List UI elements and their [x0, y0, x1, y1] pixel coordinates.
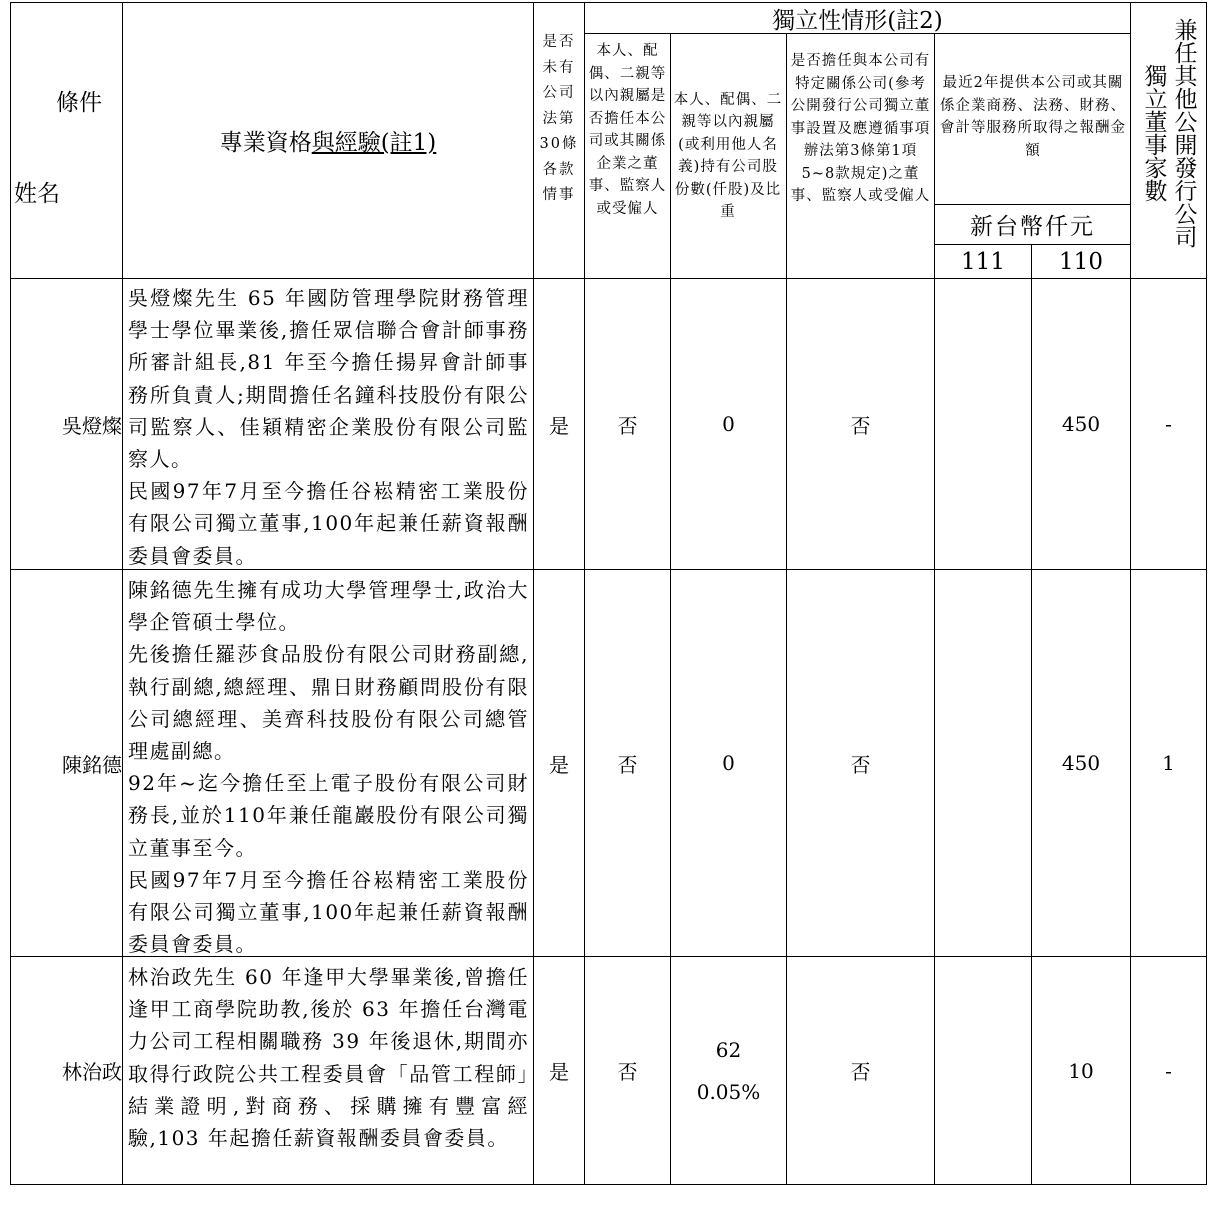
row-3-other-directorships: - [1165, 1058, 1172, 1083]
row-1-other-directorships: - [1165, 412, 1172, 436]
row-2-specific-relation: 否 [850, 752, 871, 777]
row-2-comp-111 [935, 570, 1031, 956]
row-1-relatives-position: 否 [617, 413, 638, 438]
row-2-qualification: 陳銘德先生擁有成功大學管理學士,政治大學企管碩士學位。 先後擔任羅莎食品股份有限公司財務副總,執行副總,總經理、鼎日財務顧問股份有限公司總經理、美齊科技股份有限公司總管理處副總。 92年~迄今擔任至上電子股份有限公司財務長,並於110年兼任龍巖股份有限公司獨立董事至今。 民國97年7月至今擔任谷崧精密工業股份有限公司獨立董事,100年起兼任薪資報酬委員會委員。 [128, 578, 529, 957]
row-3-specific-relation: 否 [850, 1060, 871, 1084]
year-111-header: 111 [961, 248, 1005, 275]
row-1-qualification: 吳燈燦先生 65 年國防管理學院財務管理學士學位畢業後,擔任眾信聯合會計師事務所審計組長,81 年至今擔任揚昇會計師事務所負責人;期間擔任名鐘科技股份有限公司監察人、佳穎精密企業股份有限公司監察人。 民國97年7月至今擔任谷崧精密工業股份有限公司獨立董事,100年起兼任薪資報酬委員會委員。 [128, 286, 529, 568]
independence-title: 獨立性情形(註2) [772, 7, 943, 34]
currency-label: 新台幣仟元 [970, 214, 1095, 240]
row-1-companies-act: 是 [549, 413, 569, 438]
row-3-name: 林治政 [62, 1060, 122, 1084]
row-2-other-directorships: 1 [1162, 751, 1175, 775]
row-3-comp-111 [935, 957, 1031, 1184]
row-3-shareholding: 62 0.05% [696, 1037, 761, 1104]
condition-label: 條件 [56, 90, 102, 116]
row-2-companies-act: 是 [549, 752, 569, 777]
row-3-relatives-position: 否 [617, 1060, 638, 1084]
independence-col-compensation: 最近2年提供本公司或其關係企業商務、法務、財務、會計等服務所取得之報酬金額 [940, 75, 1126, 159]
row-3-comp-110: 10 [1068, 1058, 1094, 1083]
row-2-comp-110: 450 [1061, 751, 1101, 775]
row-2-relatives-position: 否 [617, 752, 638, 777]
row-1-comp-111 [935, 279, 1031, 569]
qualification-header: 專業資格 與經驗(註1) [219, 130, 437, 156]
independence-col-specific-relation: 是否擔任與本公司有特定關係公司(參考公開發行公司獨立董事設置及應遵循事項辦法第3條第1項5~8款規定)之董事、監察人或受僱人 [790, 53, 931, 204]
other-directorships-header: 兼任其他公開發行公司獨立董事家數 [1140, 18, 1197, 248]
year-110-header: 110 [1059, 248, 1103, 275]
row-1-name: 吳燈燦 [62, 413, 122, 438]
row-1-shareholding: 0 [722, 412, 735, 436]
companies-act-30-header: 是否未有公司法第30條各款情事 [539, 34, 579, 203]
row-2-name: 陳銘德 [62, 752, 122, 777]
row-3-qualification: 林治政先生 60 年逢甲大學畢業後,曾擔任逢甲工商學院助教,後於 63 年擔任台灣電力公司工程相關職務 39 年後退休,期間亦取得行政院公共工程委員會「品管工程師」結業證明,對商務、採購擁有豐富經驗,103 年起擔任薪資報酬委員會委員。 [128, 965, 529, 1151]
independence-col-relatives-position: 本人、配偶、二親等以內親屬是否擔任本公司或其關係企業之董事、監察人或受僱人 [588, 43, 667, 217]
name-label: 姓名 [14, 181, 60, 207]
independence-col-shareholding: 本人、配偶、二親等以內親屬(或利用他人名義)持有公司股份數(仟股)及比重 [673, 91, 783, 220]
row-3-companies-act: 是 [549, 1060, 569, 1084]
row-1-specific-relation: 否 [850, 413, 871, 438]
row-1-comp-110: 450 [1061, 412, 1101, 436]
row-2-shareholding: 0 [722, 751, 735, 775]
